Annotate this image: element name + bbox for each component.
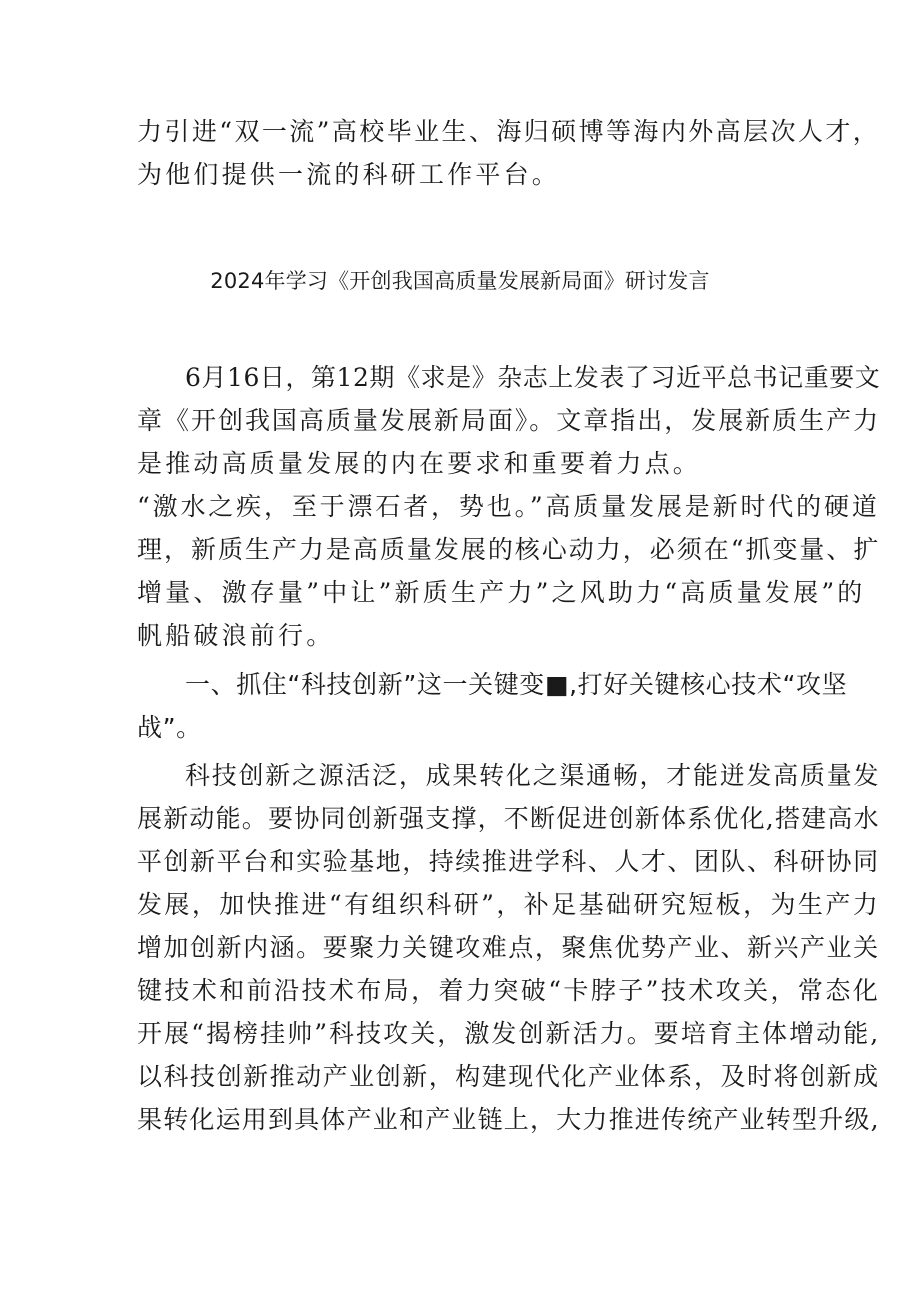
paragraph-line: 增加创新内涵。要聚力关键攻难点，聚焦优势产业、新兴产业关	[137, 933, 880, 962]
paragraph-line: 力引进“双一流”高校毕业生、海归硕博等海内外高层次人才，	[137, 117, 881, 146]
paragraph-line: 以科技创新推动产业创新，构建现代化产业体系，及时将创新成	[137, 1062, 880, 1091]
paragraph-line: 为他们提供一流的科研工作平台。	[137, 160, 561, 189]
paragraph-line: 开展“揭榜挂帅”科技攻关，激发创新活力。要培育主体增动能,	[137, 1019, 881, 1048]
section-heading: 战”。	[137, 713, 202, 742]
paragraph-line: 6月16日，第12期《求是》杂志上发表了习近平总书记重要文	[185, 363, 881, 392]
paragraph-line: 是推动高质量发展的内在要求和重要着力点。	[137, 449, 702, 478]
paragraph-line: 平创新平台和实验基地，持续推进学科、人才、团队、科研协同	[137, 847, 880, 876]
paragraph-line: 展新动能。要协同创新强支撑，不断促进创新体系优化,搭建高水	[137, 804, 880, 833]
paragraph-line: 发展，加快推进“有组织科研”，补足基础研究短板，为生产力	[137, 890, 881, 919]
paragraph-line: 科技创新之源活泛，成果转化之渠通畅，才能迸发高质量发	[185, 761, 881, 790]
paragraph-line: “激水之疾，至于漂石者，势也。”高质量发展是新时代的硬道	[137, 492, 880, 521]
paragraph-line: 理，新质生产力是高质量发展的核心动力，必须在“抓变量、扩	[137, 535, 881, 564]
paragraph-line: 键技术和前沿技术布局，着力突破“卡脖子”技术攻关，常态化	[137, 976, 881, 1005]
paragraph-line: 章《开创我国高质量发展新局面》。文章指出，发展新质生产力	[137, 406, 881, 435]
section-heading: 一、抓住“科技创新”这一关键变■,打好关键核心技术“攻坚	[185, 670, 848, 699]
paragraph-line: 帆船破浪前行。	[137, 621, 335, 650]
paragraph-line: 增量、激存量”中让”新质生产力”之风助力“高质量发展”的	[137, 578, 866, 607]
paragraph-line: 果转化运用到具体产业和产业链上，大力推进传统产业转型升级,	[137, 1105, 880, 1134]
article-title: 2024年学习《开创我国高质量发展新局面》研讨发言	[210, 269, 710, 293]
